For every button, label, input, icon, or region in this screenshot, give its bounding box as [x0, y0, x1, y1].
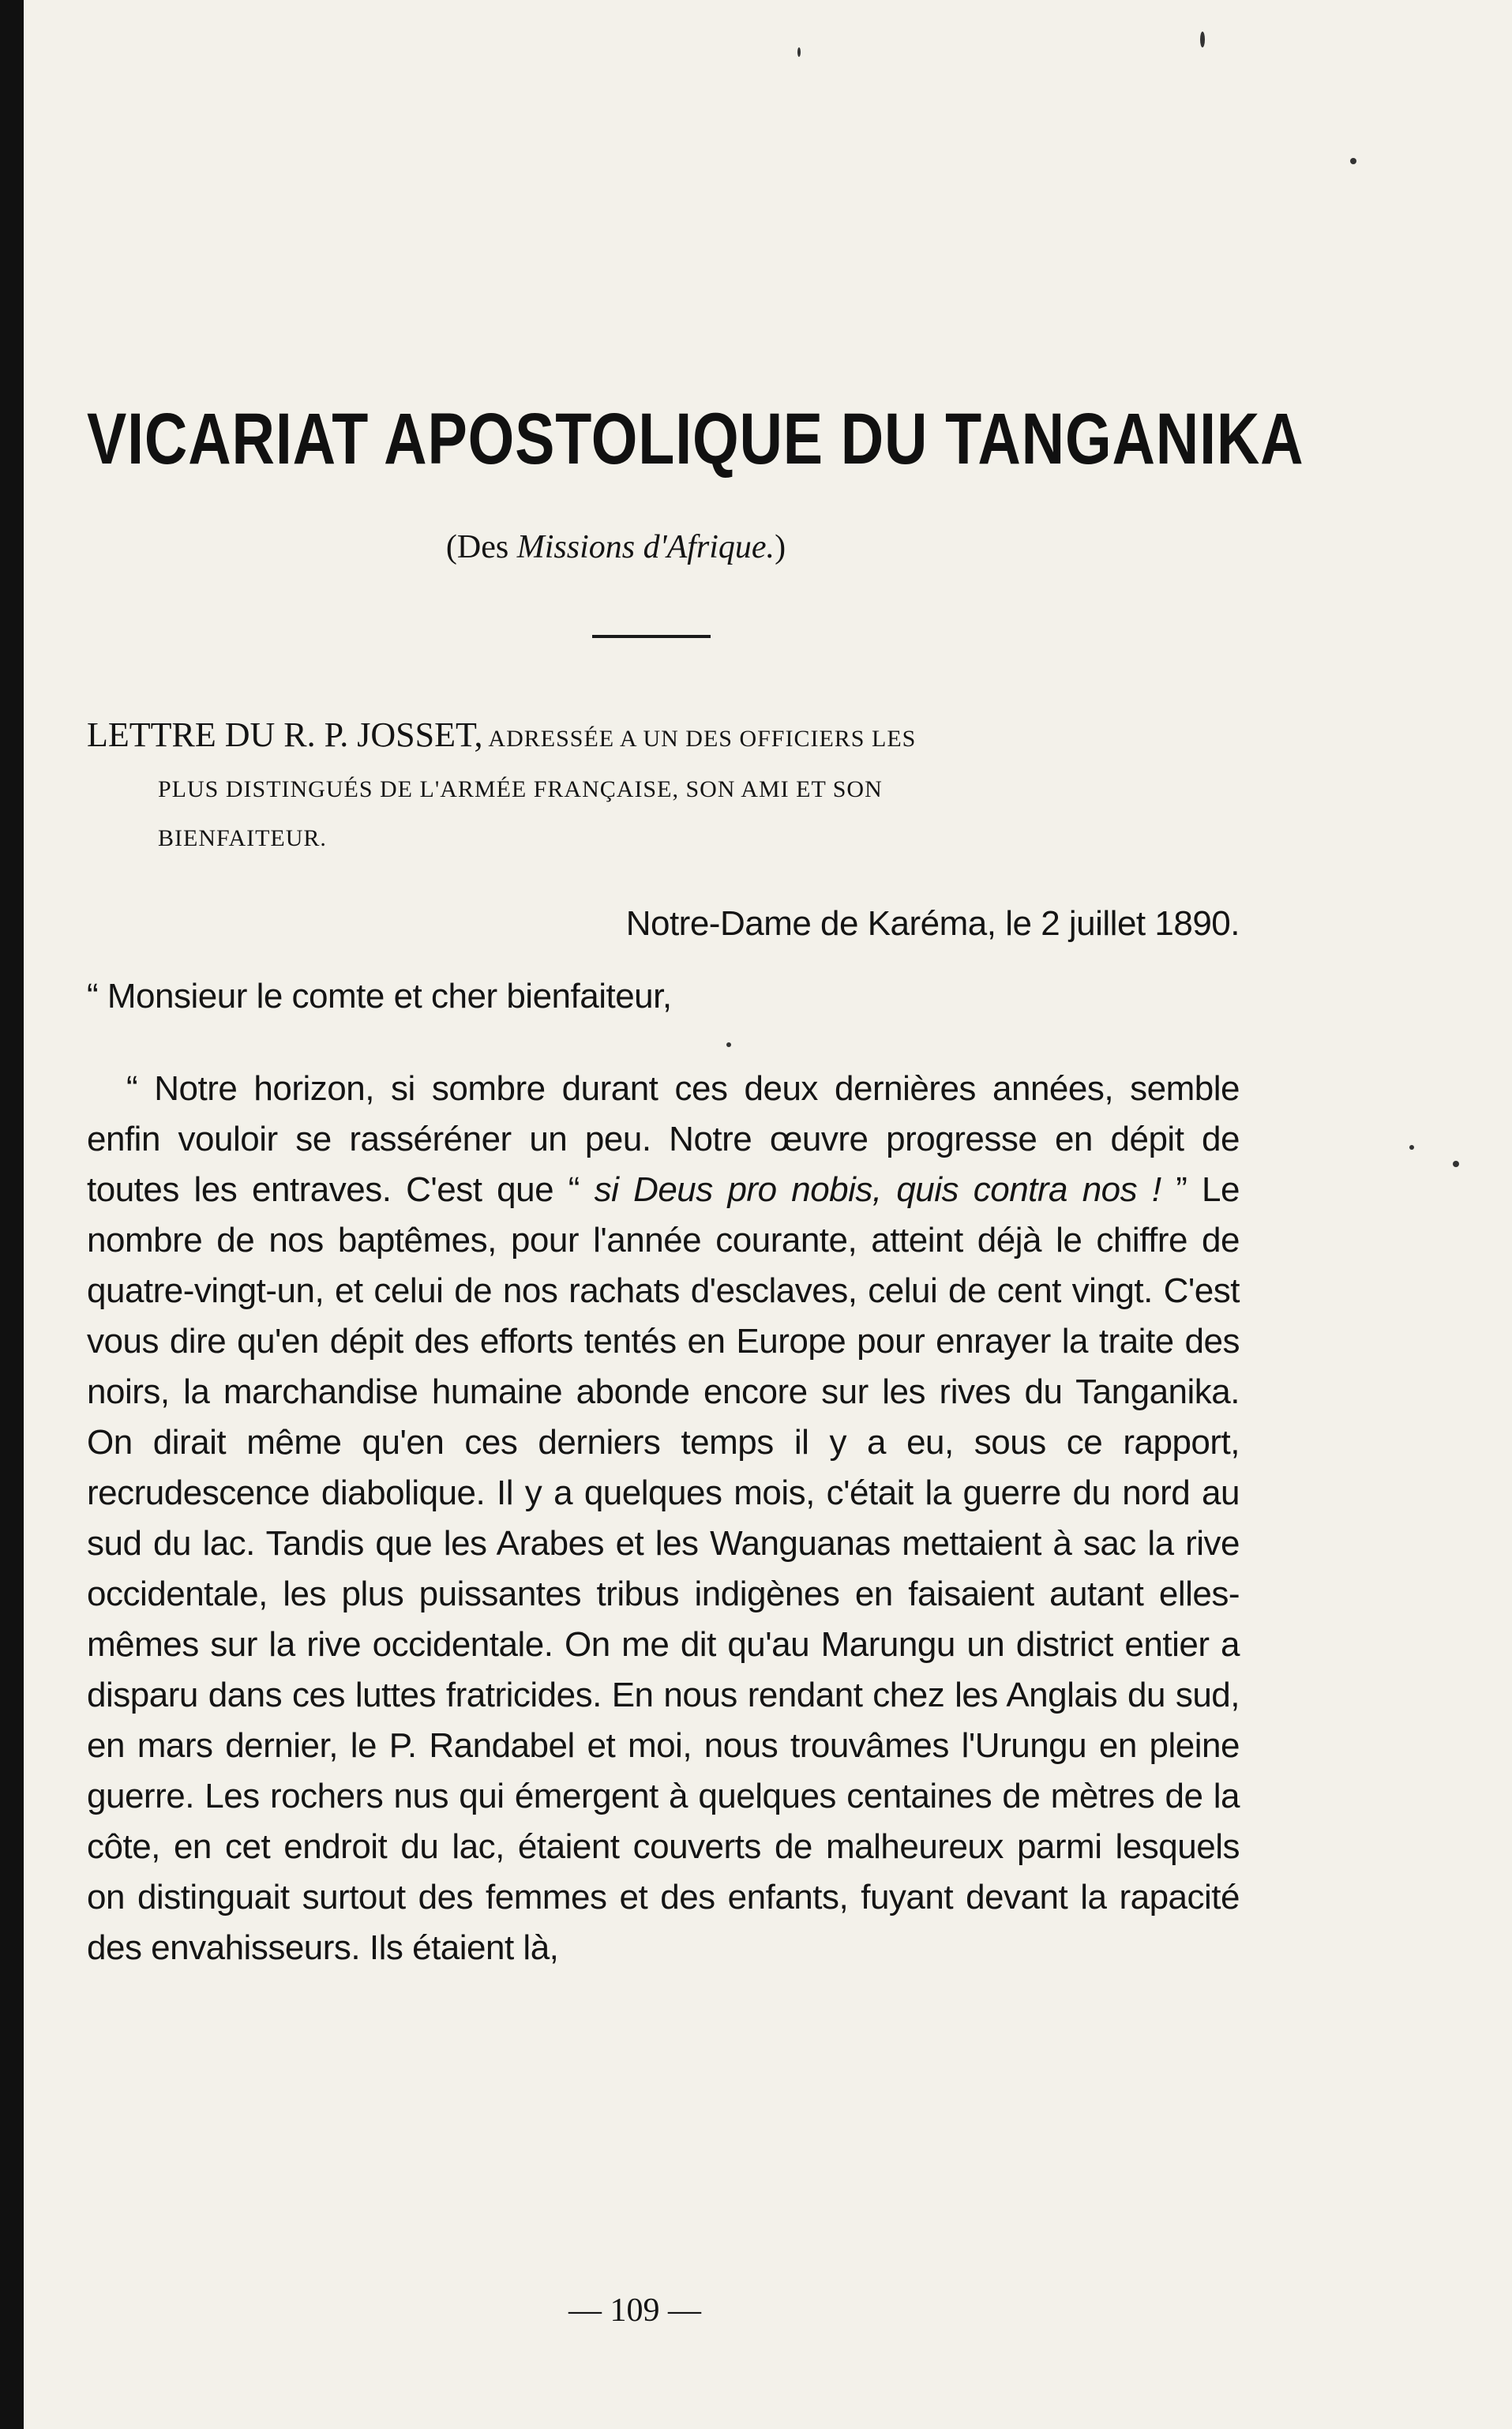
subtitle-prefix: (Des: [445, 529, 517, 565]
body-paragraph: [87, 1064, 1240, 1973]
scan-edge-shadow: [0, 0, 24, 2429]
letter-heading-line3: BIENFAITEUR.: [158, 825, 327, 851]
scan-speck: [1453, 1161, 1459, 1167]
body-part-2: ” Le nombre de nos baptêmes, pour l'année courante, atteint déjà le chiffre de quatre-vingt-un, et celui de nos rachats d'esclaves, celui de cent vingt. C'est vous dire qu'en dépit des efforts tentés en Europe pour enrayer la traite des noirs, la marchandise humaine abonde encore sur les rives du Tanganika. On dirait même qu'en ces derniers temps il y a eu, sous ce rapport, recrudescence diabolique. Il y a quelques mois, c'était la guerre du nord au sud du lac. Tandis que les Arabes et les Wanguanas mettaient à sac la rive occidentale, les plus puissantes tribus indigènes en faisaient autant elles-mêmes sur la rive occidentale. On me dit qu'au Marungu un district entier a disparu dans ces luttes fratricides. En nous rendant chez les Anglais du sud, en mars dernier, le P. Randabel et moi, nous trouvâmes l'Urungu en pleine guerre. Les rochers nus qui émergent à quelques centaines de mètres de la côte, en cet endroit du lac, étaient couverts de malheureux parmi lesquels on distinguait surtout des femmes et des enfants, fuyant devant la rapacité des envahisseurs. Ils étaient là,: [87, 1170, 1240, 1967]
dateline: Notre-Dame de Karéma, le 2 juillet 1890.: [625, 904, 1240, 943]
latin-quote: si Deus pro nobis, quis contra nos !: [594, 1170, 1161, 1209]
page-number: — 109 —: [568, 2292, 701, 2329]
letter-heading-line1: ADRESSÉE A UN DES OFFICIERS LES: [482, 726, 917, 752]
body-part-1: “ Notre horizon, si sombre durant ces deux dernières années, semble enfin vouloir se rasséréner un peu. Notre œuvre progresse en dépit de toutes les entraves. C'est que “: [87, 1069, 1240, 1209]
letter-body: [87, 1064, 1240, 1973]
letter-heading-lead: LETTRE DU R. P. JOSSET,: [87, 715, 483, 754]
section-rule: [592, 635, 711, 638]
letter-heading: [87, 709, 1240, 863]
salutation: “ Monsieur le comte et cher bienfaiteur,: [87, 977, 672, 1016]
subtitle-italic: Missions d'Afrique.: [516, 529, 775, 565]
scan-speck: [726, 1042, 731, 1047]
scan-speck: [797, 47, 801, 57]
letter-heading-line2: PLUS DISTINGUÉS DE L'ARMÉE FRANÇAISE, SON AMI ET SON: [158, 776, 883, 802]
scan-speck: [1350, 158, 1356, 164]
page-title: VICARIAT APOSTOLIQUE DU TANGANIKA: [87, 399, 1304, 479]
subtitle: [87, 531, 1240, 564]
subtitle-suffix: ): [775, 529, 786, 565]
document-page: [87, 399, 1304, 1973]
scan-speck: [1409, 1145, 1414, 1150]
scan-speck: [1200, 32, 1205, 47]
